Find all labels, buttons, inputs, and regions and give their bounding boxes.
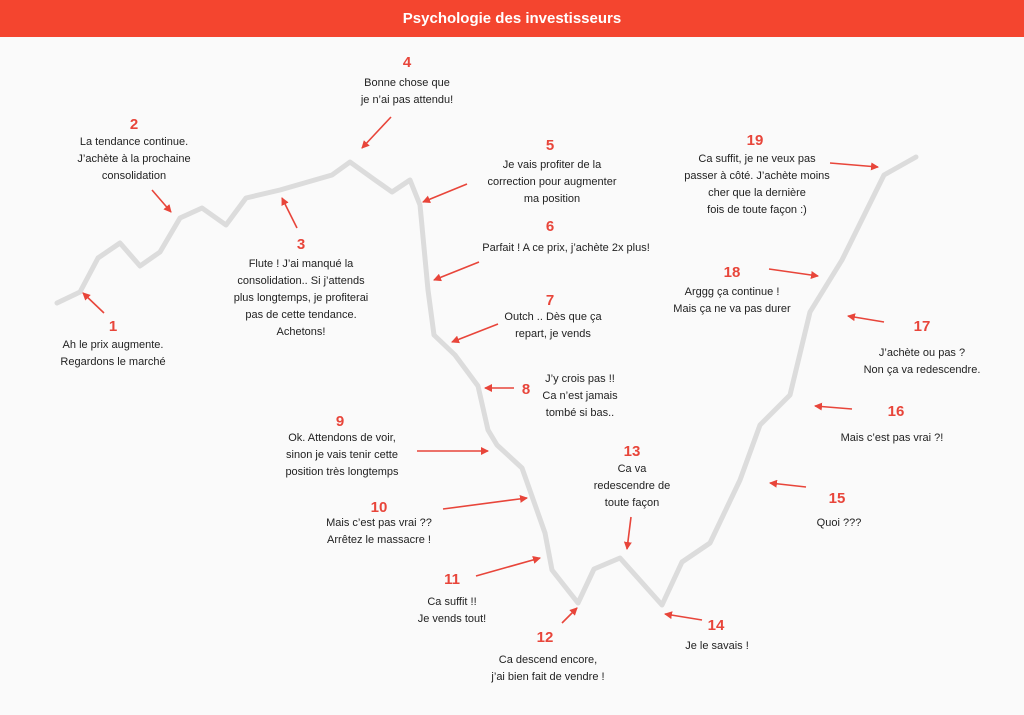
- step-note: [594, 461, 670, 512]
- step-note: [673, 284, 790, 318]
- note-line: Achetons!: [276, 326, 326, 338]
- step-number: 2: [129, 116, 139, 133]
- step-note: [326, 515, 432, 549]
- pointer-arrow: [770, 483, 806, 487]
- step-number: 9: [335, 413, 345, 430]
- header-bar: [0, 0, 1024, 37]
- note-line: Ca n’est jamais: [542, 390, 618, 402]
- step-number: 4: [402, 54, 412, 71]
- note-line: Je vais profiter de la: [502, 159, 602, 171]
- step-note: [60, 337, 165, 371]
- note-line: Je vends tout!: [417, 613, 487, 625]
- step-number: 16: [887, 403, 905, 420]
- step-note: [234, 256, 369, 341]
- pointer-arrow: [848, 316, 884, 322]
- note-line: Mais ça ne va pas durer: [673, 303, 791, 315]
- step-note: [841, 430, 944, 447]
- note-line: consolidation.. Si j’attends: [237, 275, 365, 287]
- pointer-arrow: [434, 262, 479, 280]
- note-line: correction pour augmenter: [487, 176, 617, 188]
- step-number: 15: [828, 490, 846, 507]
- note-line: Je le savais !: [685, 640, 749, 652]
- pointer-arrow: [83, 293, 104, 313]
- step-number: 14: [707, 617, 725, 634]
- step-number: 6: [545, 218, 555, 235]
- note-line: position très longtemps: [285, 466, 399, 478]
- note-line: Quoi ???: [816, 517, 862, 529]
- pointer-arrow: [815, 406, 852, 409]
- pointer-arrow: [476, 558, 540, 576]
- pointer-arrow: [830, 163, 878, 167]
- note-line: repart, je vends: [515, 328, 591, 340]
- note-line: Ca suffit !!: [427, 596, 477, 608]
- note-line: Bonne chose que: [364, 77, 450, 89]
- note-line: fois de toute façon :): [707, 204, 807, 216]
- step-note: [684, 151, 830, 219]
- note-line: Regardons le marché: [60, 356, 166, 368]
- step-number: 3: [296, 236, 306, 253]
- note-line: pas de cette tendance.: [245, 309, 357, 321]
- note-line: j’ai bien fait de vendre !: [491, 671, 605, 683]
- note-line: Parfait ! A ce prix, j’achète 2x plus!: [482, 242, 650, 254]
- note-line: Arggg ça continue !: [684, 286, 780, 298]
- step-number: 1: [108, 318, 118, 335]
- note-line: J’achète à la prochaine: [77, 153, 191, 165]
- note-line: redescendre de: [593, 480, 671, 492]
- step-note: [504, 309, 601, 343]
- note-line: Ca va: [617, 463, 647, 475]
- pointer-arrow: [152, 190, 171, 212]
- step-note: [864, 345, 981, 379]
- note-line: Mais c’est pas vrai ?!: [840, 432, 944, 444]
- step-number: 11: [444, 571, 460, 588]
- note-line: Mais c’est pas vrai ??: [326, 517, 432, 529]
- note-line: Flute ! J’ai manqué la: [248, 258, 354, 270]
- price-line: [57, 157, 916, 605]
- note-line: J’achète ou pas ?: [878, 347, 966, 359]
- note-line: Ca suffit, je ne veux pas: [698, 153, 816, 165]
- note-line: Ca descend encore,: [498, 654, 598, 666]
- step-note: [542, 371, 617, 422]
- pointer-arrow: [362, 117, 391, 148]
- pointer-arrow: [562, 608, 577, 623]
- step-number: 8: [521, 381, 531, 398]
- step-number: 7: [545, 292, 555, 309]
- step-number: 10: [370, 499, 388, 516]
- pointer-arrow: [769, 269, 818, 276]
- step-note: [487, 157, 616, 208]
- step-number: 13: [623, 443, 641, 460]
- note-line: Ok. Attendons de voir,: [288, 432, 396, 444]
- pointer-arrow: [627, 517, 631, 549]
- step-note: [817, 515, 862, 532]
- pointer-arrow: [282, 198, 297, 228]
- note-line: plus longtemps, je profiterai: [233, 292, 369, 304]
- step-number: 18: [723, 264, 741, 281]
- note-line: Ah le prix augmente.: [62, 339, 164, 351]
- note-line: Outch .. Dès que ça: [504, 311, 602, 323]
- pointer-arrow: [452, 324, 498, 342]
- step-number: 12: [536, 629, 554, 646]
- step-note: [77, 134, 190, 185]
- pointer-arrow: [423, 184, 467, 202]
- note-line: J’y crois pas !!: [545, 373, 615, 385]
- step-number: 19: [746, 132, 764, 149]
- note-line: tombé si bas..: [545, 407, 615, 419]
- step-number: 17: [913, 318, 931, 335]
- note-line: toute façon: [604, 497, 660, 509]
- step-note: [491, 652, 604, 686]
- note-line: ma position: [523, 193, 581, 205]
- note-line: cher que la dernière: [708, 187, 806, 199]
- step-note: [418, 594, 487, 628]
- step-note: [285, 430, 398, 481]
- note-line: Arrêtez le massacre !: [327, 534, 431, 546]
- note-line: passer à côté. J’achète moins: [684, 170, 830, 182]
- step-number: 5: [545, 137, 555, 154]
- step-note: [685, 638, 749, 655]
- note-line: La tendance continue.: [79, 136, 189, 148]
- note-line: Non ça va redescendre.: [863, 364, 981, 376]
- page-title: Psychologie des investisseurs: [402, 10, 622, 27]
- step-note: [482, 240, 650, 257]
- note-line: consolidation: [101, 170, 167, 182]
- note-line: je n’ai pas attendu!: [360, 94, 454, 106]
- note-line: sinon je vais tenir cette: [286, 449, 398, 461]
- pointer-arrow: [443, 498, 527, 509]
- step-note: [361, 75, 453, 109]
